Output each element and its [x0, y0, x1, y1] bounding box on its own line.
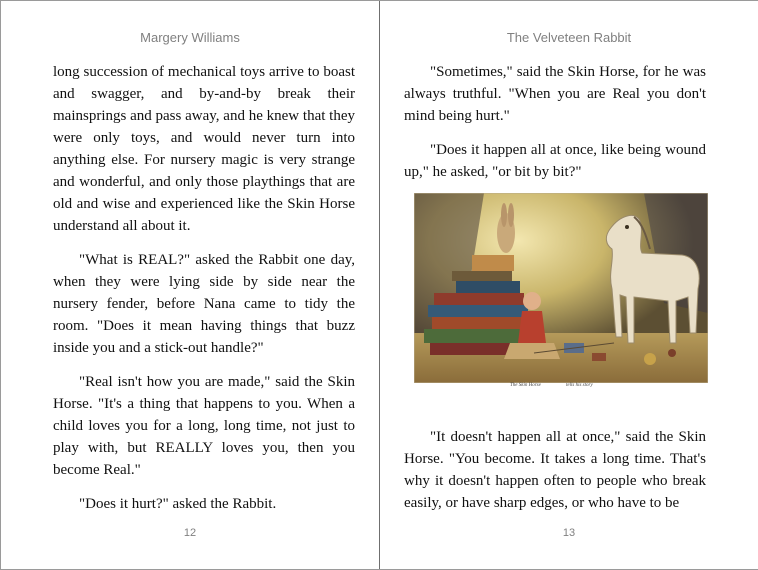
illustration-skin-horse [414, 193, 708, 383]
illustration-caption [414, 381, 708, 393]
page-header-title: The Velveteen Rabbit [506, 30, 632, 45]
left-page[interactable] [1, 1, 379, 569]
caption-right: tells his story [566, 383, 593, 388]
paragraph: "Sometimes," said the Skin Horse, for he was always truthful. "When you are Real you don't mind being hurt." [404, 64, 706, 124]
page-number: 12 [183, 527, 197, 539]
caption-left: The Skin Horse [510, 383, 541, 388]
page-header-author: Margery Williams [140, 30, 240, 45]
paragraph: "It doesn't happen all at once," said the Skin Horse. "You become. It takes a long time. That's why it doesn't happen often to people who break easily, or have sharp edges, or who have to be [404, 429, 706, 511]
paragraph: "Does it happen all at once, like being wound up," he asked, "or bit by bit?" [404, 142, 706, 180]
paragraph: long succession of mechanical toys arrive to boast and swagger, and by-and-by break their mainsprings and pass away, and he knew that they were only toys, and would never turn into anything else. For nursery magic is very strange and wonderful, and only those playthings that are old and wise and experienced like the Skin Horse understand all about it. [53, 64, 355, 234]
page-text-top [404, 61, 706, 195]
paragraph: "Does it hurt?" asked the Rabbit. [79, 496, 277, 512]
paragraph: "Real isn't how you are made," said the Skin Horse. "It's a thing that happens to you. When a child loves you for a long, long time, not just to play with, but REALLY loves you, then you become Real." [53, 374, 355, 478]
page-text [53, 61, 355, 527]
paragraph: "What is REAL?" asked the Rabbit one day, when they were lying side by side near the nursery fender, before Nana came to tidy the room. "Does it mean having things that buzz inside you and a stick-out handle?" [53, 252, 355, 356]
page-text-bottom [404, 426, 706, 526]
right-page[interactable] [380, 1, 758, 569]
page-number: 13 [562, 527, 576, 539]
